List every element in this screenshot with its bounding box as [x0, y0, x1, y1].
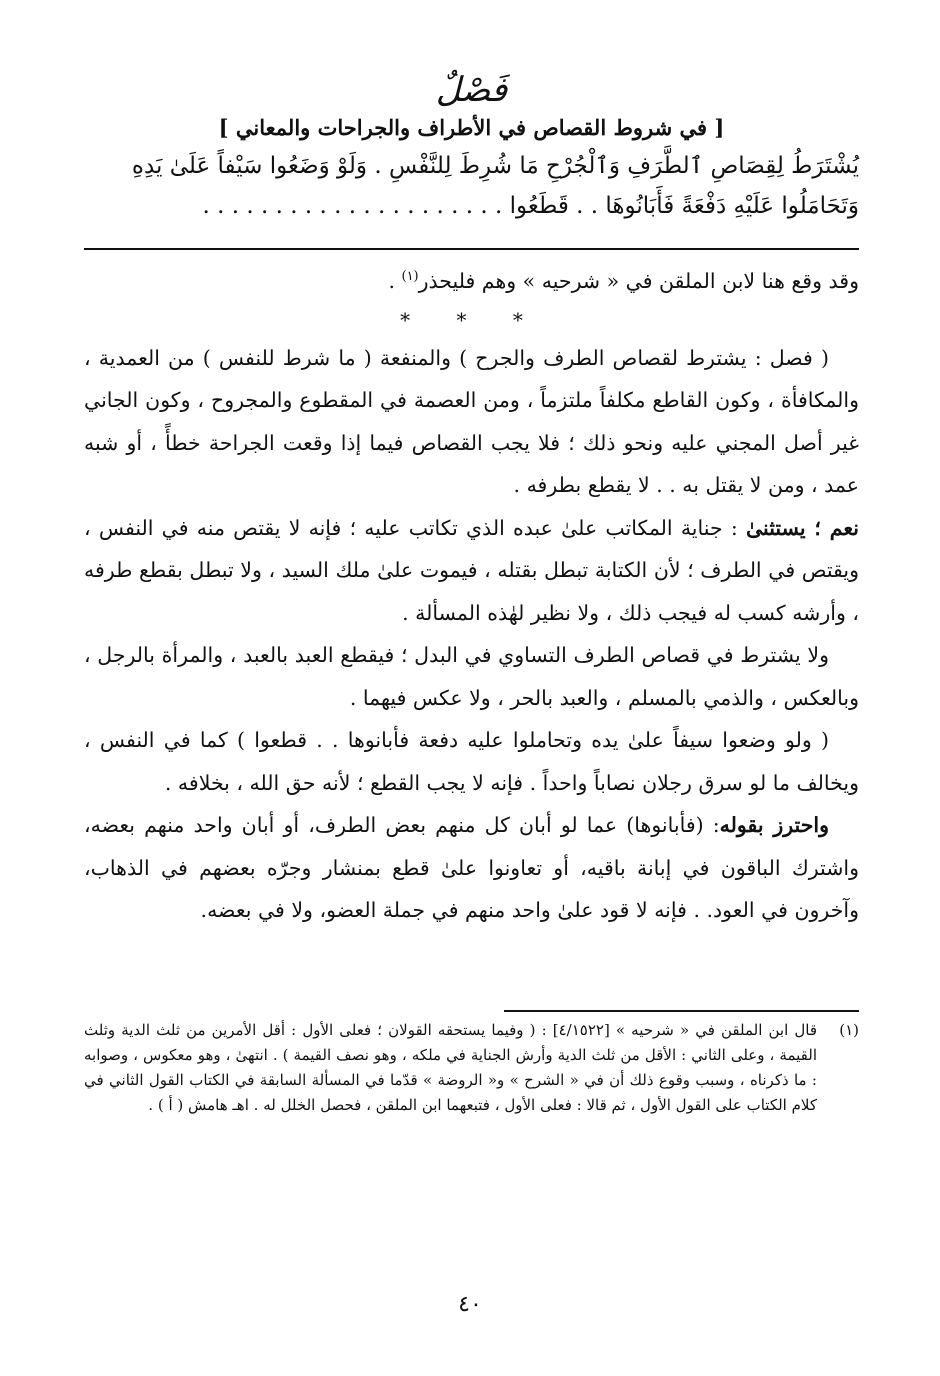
note-text: وقد وقع هنا لابن الملقن في « شرحيه » وهم فليحذر [418, 269, 859, 293]
commentary-paragraph: ولا يشترط في قصاص الطرف التساوي في البدل ؛ فيقطع العبد بالعبد ، والمرأة بالرجل ، وبالعكس ، والذمي بالمسلم ، والعبد بالحر ، ولا عكس فيهما . [84, 643, 859, 710]
commentary-paragraph: ( ولو وضعوا سيفاً علىٰ يده وتحاملوا عليه دفعة فأبانوها . . قطعوا ) كما في النفس ، ويخالف ما لو سرق رجلان نصاباً واحداً . فإنه لا يجب القطع ؛ لأنه حق الله ، بخلافه . [84, 728, 859, 795]
section-separator-stars: * * * [400, 307, 543, 332]
matn-line: يُشْتَرَطُ لِقِصَاصِ ٱلطَّرَفِ وَٱلْجُرْحِ مَا شُرِطَ لِلنَّفْسِ . وَلَوْ وَضَعُوا سَيْفاً عَلَىٰ يَدِهِ [131, 153, 859, 179]
paragraph-text: : (فأبانوها) عما لو أبان كل منهم بعض الطرف، أو أبان واحد منهم بعضه، واشترك الباقون في إبانة باقيه، أو تعاونوا علىٰ قطع بمنشار وجرّه بعضهم في الذهاب، وآخرون في العود. . فإنه لا قود علىٰ واحد منهم في جملة العضو، ولا في بعضه. [84, 813, 859, 922]
commentary-paragraph: ( فصل : يشترط لقصاص الطرف والجرح ) والمنفعة ( ما شرط للنفس ) من العمدية ، والمكافأة ، وكون القاطع مكلفاً ملتزماً ، ومن العصمة في المقطوع والمجروح ، وكون الجاني غير أصل المجني عليه ونحو ذلك ؛ فلا يجب القصاص فيما إذا وقعت الجراحة خطأً ، أو شبه عمد ، ومن لا يقتل به . . لا يقطع بطرفه . [84, 345, 859, 497]
page-number: ٤٠ [458, 1292, 482, 1317]
footnote-text: قال ابن الملقن في « شرحيه » [٤/١٥٢٢] : ( وفيما يستحقه القولان ؛ فعلى الأول : أقل الأمرين من ثلث الدية وثلث القيمة ، وعلى الثاني : الأقل من ثلث الدية وأرش الجناية في ملكه ، وهو نصف القيمة ) . انتهىٰ ، وهو معكوس ، وصوابه : ما ذكرناه ، وسبب وقوع ذلك أن في « الشرح » و« الروضة » قدّما في المسألة السابقة في الكتاب القول الثاني في كلام الكتاب على القول الأول ، ثم قالا : فعلى الأول ، فتبعهما ابن الملقن ، فحصل الخلل له . اهـ هامش ( أ ) . [84, 1020, 817, 1114]
footnote-number: (١) [839, 1020, 859, 1039]
commentary-paragraph [84, 804, 859, 932]
commentary-body [84, 260, 859, 932]
footnote-divider [504, 1010, 859, 1012]
footnote [84, 1018, 859, 1118]
keyword: واحترز بقوله [719, 813, 829, 837]
footnote-reference[interactable]: (١) [401, 269, 419, 285]
section-title: [ في شروط القصاص في الأطراف والجراحات والمعاني ] [218, 115, 725, 140]
note-end: . [388, 269, 402, 293]
matn-line: وَتَحَامَلُوا عَلَيْهِ دَفْعَةً فَأَبَانُوهَا . . قَطَعُوا . . . . . . . . . . . . . . . . . . . . . [202, 193, 859, 219]
matn-divider [84, 248, 859, 250]
page-content [84, 70, 859, 1118]
commentary-note [84, 260, 859, 303]
fasl-ornament-heading: فَصْلٌ [435, 70, 508, 110]
matn-text [84, 146, 859, 226]
keyword: نعم ؛ يستثنىٰ [745, 515, 860, 540]
paragraph-text: : جناية المكاتب علىٰ عبده الذي تكاتب عليه ؛ فإنه لا يقتص منه في النفس ، ويقتص في الطرف ؛ لأن الكتابة تبطل بقتله ، فيموت علىٰ ملك السيد ، ولا تبطل بقطع طرفه ، وأرشه كسب له فيجب ذلك ، ولا نظير لهٰذه المسألة . [84, 515, 859, 625]
commentary-paragraph [84, 507, 859, 635]
